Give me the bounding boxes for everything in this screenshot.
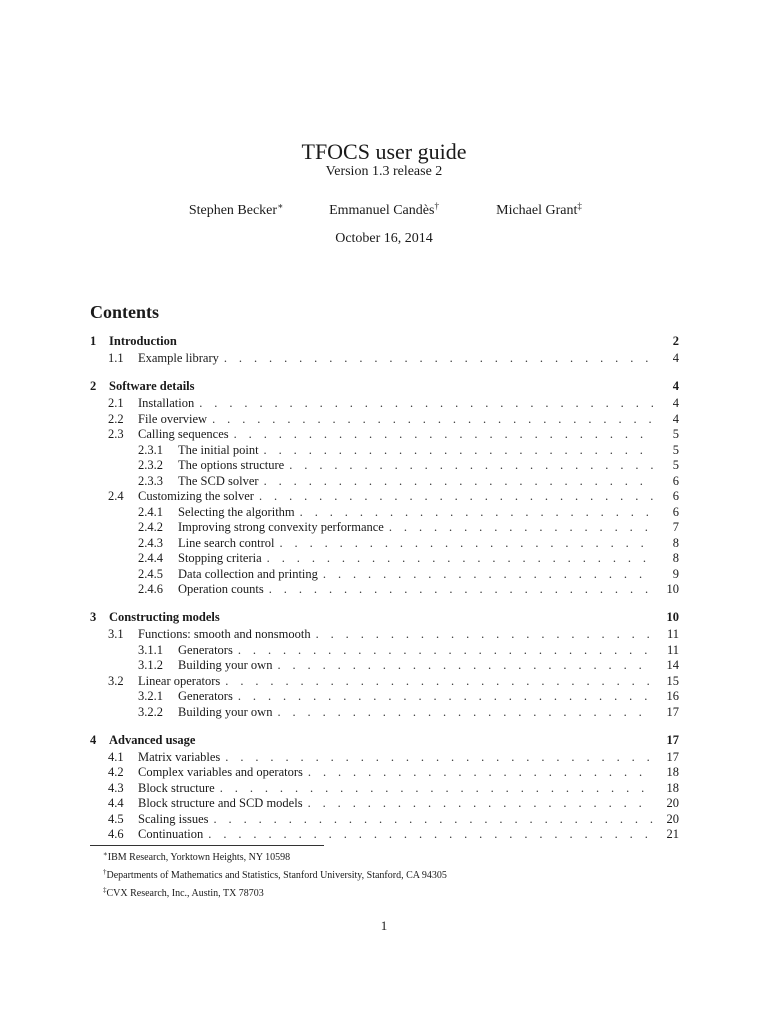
- toc-subsubsection-entry[interactable]: [90, 458, 679, 474]
- toc-number: 3.2: [108, 673, 124, 688]
- toc-leader-dots: [225, 674, 653, 689]
- toc-section: [90, 334, 679, 367]
- toc-page: 16: [666, 689, 679, 703]
- toc-subsubsection-entry[interactable]: [90, 505, 679, 521]
- toc-leader-dots: [289, 458, 653, 473]
- toc-leader-dots: [212, 412, 653, 427]
- toc-page: 5: [672, 458, 679, 472]
- toc-page: 18: [666, 780, 679, 795]
- toc-label: Block structure and SCD models: [138, 796, 303, 810]
- toc-number: 2: [90, 379, 97, 393]
- toc-page: 2: [672, 334, 679, 348]
- toc-subsubsection-entry[interactable]: [90, 536, 679, 552]
- toc-number: 3.1.1: [138, 642, 163, 657]
- toc-page: 6: [672, 473, 679, 488]
- toc-page: 4: [672, 411, 679, 426]
- toc-label: File overview: [138, 411, 208, 426]
- toc-label: Matrix variables: [138, 749, 221, 764]
- toc-page: 6: [672, 489, 679, 503]
- toc-section-entry[interactable]: [90, 334, 679, 351]
- toc-label: Operation counts: [178, 582, 264, 596]
- toc-leader-dots: [213, 812, 653, 827]
- toc-number: 1: [90, 334, 97, 348]
- toc-leader-dots: [389, 520, 653, 535]
- toc-subsubsection-entry[interactable]: [90, 551, 679, 567]
- toc-page: 10: [666, 610, 679, 624]
- toc-subsubsection-entry[interactable]: [90, 705, 679, 721]
- toc-subsection-entry[interactable]: [90, 827, 679, 843]
- toc-number: 2.4: [108, 489, 124, 503]
- contents-heading: Contents: [90, 302, 160, 322]
- toc-number: 3.2.2: [138, 704, 163, 719]
- toc-leader-dots: [199, 396, 653, 411]
- toc-leader-dots: [220, 781, 653, 796]
- toc-page: 10: [666, 582, 679, 596]
- toc-page: 4: [672, 379, 679, 393]
- toc-number: 4.4: [108, 796, 124, 810]
- footnote-divider: [90, 845, 324, 846]
- toc-number: 1.1: [108, 351, 124, 365]
- toc-subsubsection-entry[interactable]: [90, 658, 679, 674]
- toc-number: 2.4.1: [138, 504, 163, 519]
- toc-page: 4: [672, 396, 679, 410]
- toc-page: 21: [666, 827, 679, 841]
- toc-number: 4.2: [108, 765, 124, 779]
- toc-number: 2.4.6: [138, 582, 163, 596]
- toc-number: 2.4.5: [138, 566, 163, 581]
- toc-label: Installation: [138, 396, 195, 410]
- footnote: [103, 847, 447, 865]
- toc-number: 3.1: [108, 627, 124, 641]
- toc-leader-dots: [277, 705, 653, 720]
- toc-label: Customizing the solver: [138, 489, 254, 503]
- toc-page: 20: [666, 811, 679, 826]
- toc-number: 2.4.3: [138, 535, 163, 550]
- toc-subsection-entry[interactable]: [90, 796, 679, 812]
- toc-number: 4.3: [108, 780, 124, 795]
- toc-subsubsection-entry[interactable]: [90, 643, 679, 659]
- toc-subsection-entry[interactable]: [90, 412, 679, 428]
- toc-number: 3.2.1: [138, 689, 163, 703]
- toc-page: 17: [666, 704, 679, 719]
- toc-label: Calling sequences: [138, 427, 229, 441]
- toc-label: Building your own: [178, 704, 273, 719]
- toc-subsection-entry[interactable]: [90, 765, 679, 781]
- toc-leader-dots: [264, 443, 653, 458]
- toc-page: 14: [666, 658, 679, 672]
- table-of-contents: [90, 334, 679, 855]
- toc-page: 20: [666, 796, 679, 810]
- author: [189, 201, 283, 219]
- document-date: October 16, 2014: [335, 231, 433, 246]
- toc-page: 8: [672, 551, 679, 565]
- footnote: [103, 883, 447, 901]
- toc-leader-dots: [224, 351, 653, 366]
- toc-subsection-entry[interactable]: [90, 427, 679, 443]
- toc-number: 2.1: [108, 396, 124, 410]
- toc-leader-dots: [238, 689, 653, 704]
- toc-label: Continuation: [138, 827, 204, 841]
- toc-label: Stopping criteria: [178, 551, 262, 565]
- toc-label: Line search control: [178, 535, 275, 550]
- toc-section: [90, 610, 679, 720]
- toc-label: Improving strong convexity performance: [178, 520, 384, 534]
- toc-leader-dots: [225, 750, 653, 765]
- toc-page: 17: [666, 732, 679, 747]
- author: [496, 201, 582, 219]
- toc-subsubsection-entry[interactable]: [90, 474, 679, 490]
- author-list: [0, 201, 768, 223]
- toc-leader-dots: [269, 582, 653, 597]
- toc-label: The initial point: [178, 442, 259, 457]
- toc-subsection-entry[interactable]: [90, 627, 679, 643]
- toc-label: Building your own: [178, 658, 273, 672]
- toc-number: 2.4.4: [138, 551, 163, 565]
- toc-subsubsection-entry[interactable]: [90, 582, 679, 598]
- toc-section: [90, 733, 679, 843]
- toc-number: 2.3.1: [138, 442, 163, 457]
- toc-leader-dots: [316, 627, 653, 642]
- toc-section-entry[interactable]: [90, 379, 679, 396]
- toc-label: Functions: smooth and nonsmooth: [138, 627, 311, 641]
- document-title: TFOCS user guide: [301, 139, 467, 164]
- footnotes: [103, 847, 447, 901]
- toc-label: The options structure: [178, 458, 285, 472]
- toc-leader-dots: [308, 765, 653, 780]
- toc-label: Generators: [178, 689, 233, 703]
- toc-page: 18: [666, 765, 679, 779]
- toc-page: 9: [672, 566, 679, 581]
- toc-page: 6: [672, 504, 679, 519]
- toc-subsection-entry[interactable]: [90, 396, 679, 412]
- toc-label: Data collection and printing: [178, 566, 318, 581]
- toc-subsubsection-entry[interactable]: [90, 689, 679, 705]
- toc-section-entry[interactable]: [90, 733, 679, 750]
- toc-section-entry[interactable]: [90, 610, 679, 627]
- footnote-text: CVX Research, Inc., Austin, TX 78703: [106, 888, 264, 899]
- author-name: Emmanuel Candès: [329, 203, 435, 218]
- toc-number: 4.1: [108, 749, 124, 764]
- toc-subsection-entry[interactable]: [90, 489, 679, 505]
- document-subtitle: Version 1.3 release 2: [325, 164, 443, 179]
- toc-label: Linear operators: [138, 673, 221, 688]
- footnote-mark: ‡: [103, 886, 107, 894]
- toc-subsection-entry[interactable]: [90, 812, 679, 828]
- toc-leader-dots: [279, 536, 653, 551]
- toc-leader-dots: [267, 551, 653, 566]
- toc-label: Example library: [138, 351, 219, 365]
- toc-leader-dots: [238, 643, 653, 658]
- toc-page: 8: [672, 535, 679, 550]
- footnote: [103, 865, 447, 883]
- toc-number: 2.3.2: [138, 458, 163, 472]
- toc-label: Constructing models: [109, 610, 220, 624]
- toc-label: Block structure: [138, 780, 215, 795]
- toc-subsection-entry[interactable]: [90, 750, 679, 766]
- toc-number: 3: [90, 610, 97, 624]
- toc-page: 15: [666, 673, 679, 688]
- toc-leader-dots: [208, 827, 653, 842]
- author: [329, 201, 439, 219]
- toc-label: Scaling issues: [138, 811, 209, 826]
- toc-subsection-entry[interactable]: [90, 351, 679, 367]
- toc-number: 2.2: [108, 411, 124, 426]
- toc-page: 11: [666, 642, 679, 657]
- toc-leader-dots: [264, 474, 653, 489]
- toc-leader-dots: [234, 427, 653, 442]
- toc-label: Selecting the algorithm: [178, 504, 295, 519]
- toc-page: 5: [672, 442, 679, 457]
- toc-label: Software details: [109, 379, 195, 393]
- toc-number: 2.3.3: [138, 473, 163, 488]
- footnote-mark: †: [434, 201, 439, 211]
- toc-leader-dots: [308, 796, 653, 811]
- page-number: 1: [380, 918, 388, 933]
- toc-subsubsection-entry[interactable]: [90, 443, 679, 459]
- toc-leader-dots: [277, 658, 653, 673]
- author-name: Stephen Becker: [188, 203, 278, 218]
- toc-leader-dots: [323, 567, 653, 582]
- footnote-text: IBM Research, Yorktown Heights, NY 10598: [107, 852, 291, 863]
- footnote-mark: †: [103, 868, 107, 876]
- toc-label: The SCD solver: [178, 473, 259, 488]
- toc-leader-dots: [300, 505, 653, 520]
- toc-number: 4.5: [108, 811, 124, 826]
- toc-number: 4.6: [108, 827, 124, 841]
- toc-leader-dots: [259, 489, 653, 504]
- author-name: Michael Grant: [496, 203, 578, 218]
- toc-subsubsection-entry[interactable]: [90, 520, 679, 536]
- footnote-mark: ‡: [577, 201, 582, 211]
- toc-number: 3.1.2: [138, 658, 163, 672]
- toc-label: Advanced usage: [109, 732, 196, 747]
- footnote-mark: ∗: [103, 850, 108, 858]
- toc-section: [90, 379, 679, 598]
- toc-number: 2.3: [108, 427, 124, 441]
- toc-page: 11: [666, 627, 679, 641]
- toc-subsubsection-entry[interactable]: [90, 567, 679, 583]
- toc-subsection-entry[interactable]: [90, 674, 679, 690]
- toc-page: 17: [666, 749, 679, 764]
- toc-label: Complex variables and operators: [138, 765, 303, 779]
- toc-number: 2.4.2: [138, 520, 163, 534]
- toc-page: 7: [672, 520, 679, 534]
- toc-page: 4: [672, 351, 679, 365]
- footnote-mark: ∗: [277, 201, 284, 211]
- toc-label: Introduction: [109, 334, 177, 348]
- footnote-text: Departments of Mathematics and Statistics, Stanford University, Stanford, CA 94305: [106, 870, 447, 881]
- toc-subsection-entry[interactable]: [90, 781, 679, 797]
- toc-number: 4: [90, 732, 97, 747]
- toc-page: 5: [672, 427, 679, 441]
- toc-label: Generators: [178, 642, 233, 657]
